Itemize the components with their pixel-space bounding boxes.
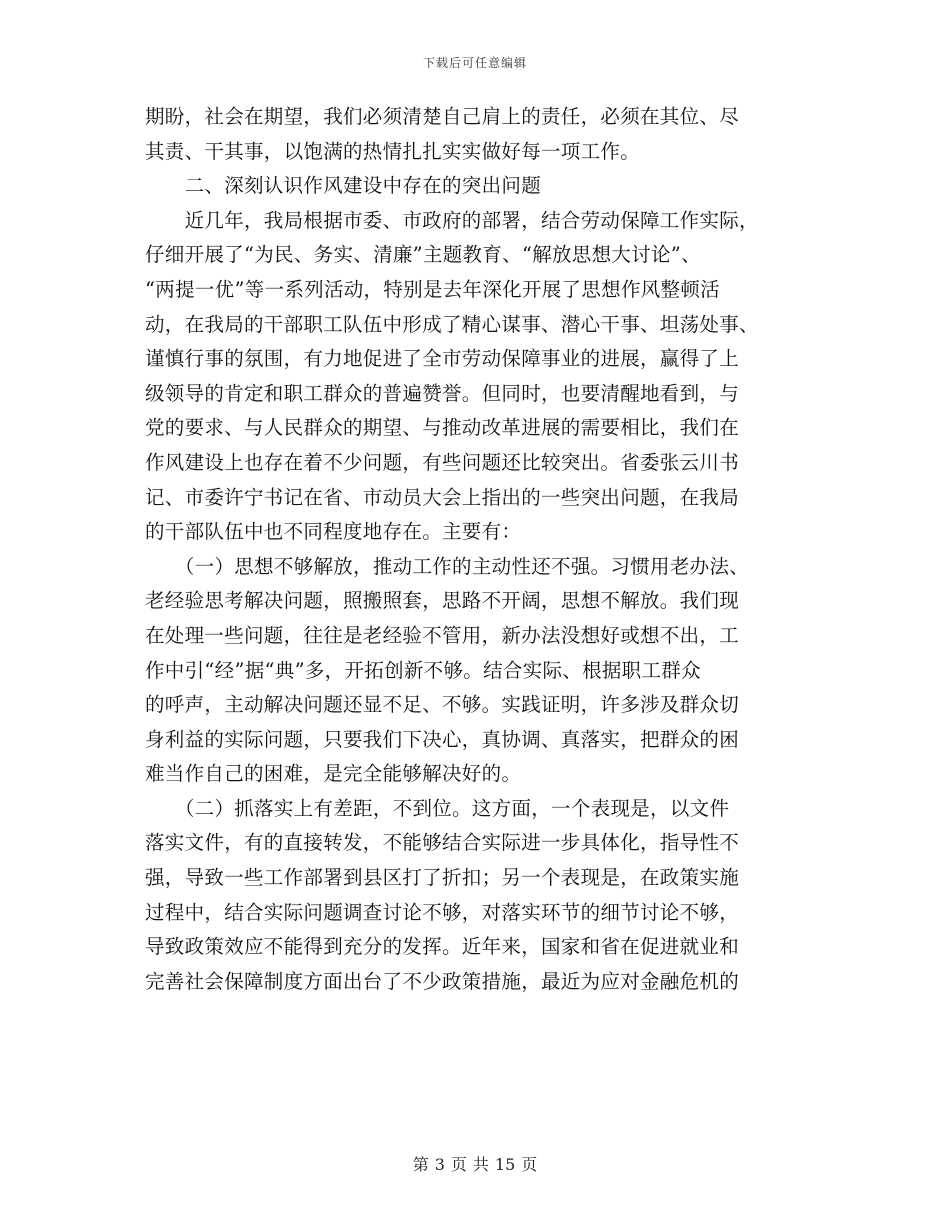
text-line: 仔细开展了“为民、务实、清廉”主题教育、“解放思想大讨论”、 (145, 243, 701, 267)
text-line: 老经验思考解决问题，照搬照套，思路不开阔，思想不解放。我们现 (145, 589, 740, 613)
text-line: 导致政策效应不能得到充分的发挥。近年来，国家和省在促进就业和 (145, 935, 740, 959)
total-pages-number: 15 (494, 1155, 516, 1174)
text-line: 难当作自己的困难，是完全能够解决好的。 (145, 762, 522, 786)
text-line: 作中引“经”据“典”多，开拓创新不够。结合实际、根据职工群众 (145, 658, 701, 682)
section-heading: 二、深刻认识作风建设中存在的突出问题 (145, 174, 542, 198)
page-footer (0, 1152, 950, 1175)
text-line: 动，在我局的干部职工队伍中形成了精心谋事、潜心干事、坦荡处事、 (145, 312, 759, 336)
text-line: 在处理一些问题，往往是老经验不管用，新办法没想好或想不出，工 (145, 623, 740, 647)
page-unit-label: 页 (450, 1155, 467, 1174)
text-line: 其责、干其事，以饱满的热情扎扎实实做好每一项工作。 (145, 139, 641, 163)
text-line: 级领导的肯定和职工群众的普遍赞誉。但同时，也要清醒地看到，与 (145, 381, 740, 405)
current-page-number: 3 (434, 1155, 445, 1174)
text-line: 记、市委许宁书记在省、市动员大会上指出的一些突出问题，在我局 (145, 485, 740, 509)
text-line: 落实文件，有的直接转发，不能够结合实际进一步具体化，指导性不 (145, 831, 740, 855)
page-header: 下载后可任意编辑 (422, 56, 527, 70)
page-label: 第 (412, 1155, 429, 1174)
text-line: 完善社会保障制度方面出台了不少政策措施，最近为应对金融危机的 (145, 969, 740, 993)
text-line: 党的要求、与人民群众的期望、与推动改革进展的需要相比，我们在 (145, 416, 740, 440)
page-unit-label: 页 (521, 1155, 538, 1174)
text-line: 过程中，结合实际问题调查讨论不够，对落实环节的细节讨论不够， (145, 900, 740, 924)
text-line: “两提一优”等一系列活动，特别是去年深化开展了思想作风整顿活 (145, 277, 720, 301)
text-line: 期盼，社会在期望，我们必须清楚自己肩上的责任，必须在其位、尽 (145, 105, 740, 128)
total-label: 共 (472, 1155, 489, 1174)
text-line: 谨慎行事的氛围，有力地促进了全市劳动保障事业的进展，赢得了上 (145, 347, 740, 371)
text-line: 强，导致一些工作部署到县区打了折扣；另一个表现是，在政策实施 (145, 866, 740, 890)
text-line: （一）思想不够解放，推动工作的主动性还不强。习惯用老办法、 (145, 554, 750, 578)
text-line: 近几年，我局根据市委、市政府的部署，结合劳动保障工作实际， (145, 208, 759, 232)
text-line: （二）抓落实上有差距，不到位。这方面，一个表现是，以文件 (145, 796, 730, 820)
text-line: 的呼声，主动解决问题还显不足、不够。实践证明，许多涉及群众切 (145, 693, 740, 717)
document-body (145, 100, 805, 999)
text-line: 的干部队伍中也不同程度地存在。主要有： (145, 520, 522, 544)
text-line: 身利益的实际问题，只要我们下决心，真协调、真落实，把群众的困 (145, 727, 740, 751)
text-line: 作风建设上也存在着不少问题，有些问题还比较突出。省委张云川书 (145, 450, 740, 474)
